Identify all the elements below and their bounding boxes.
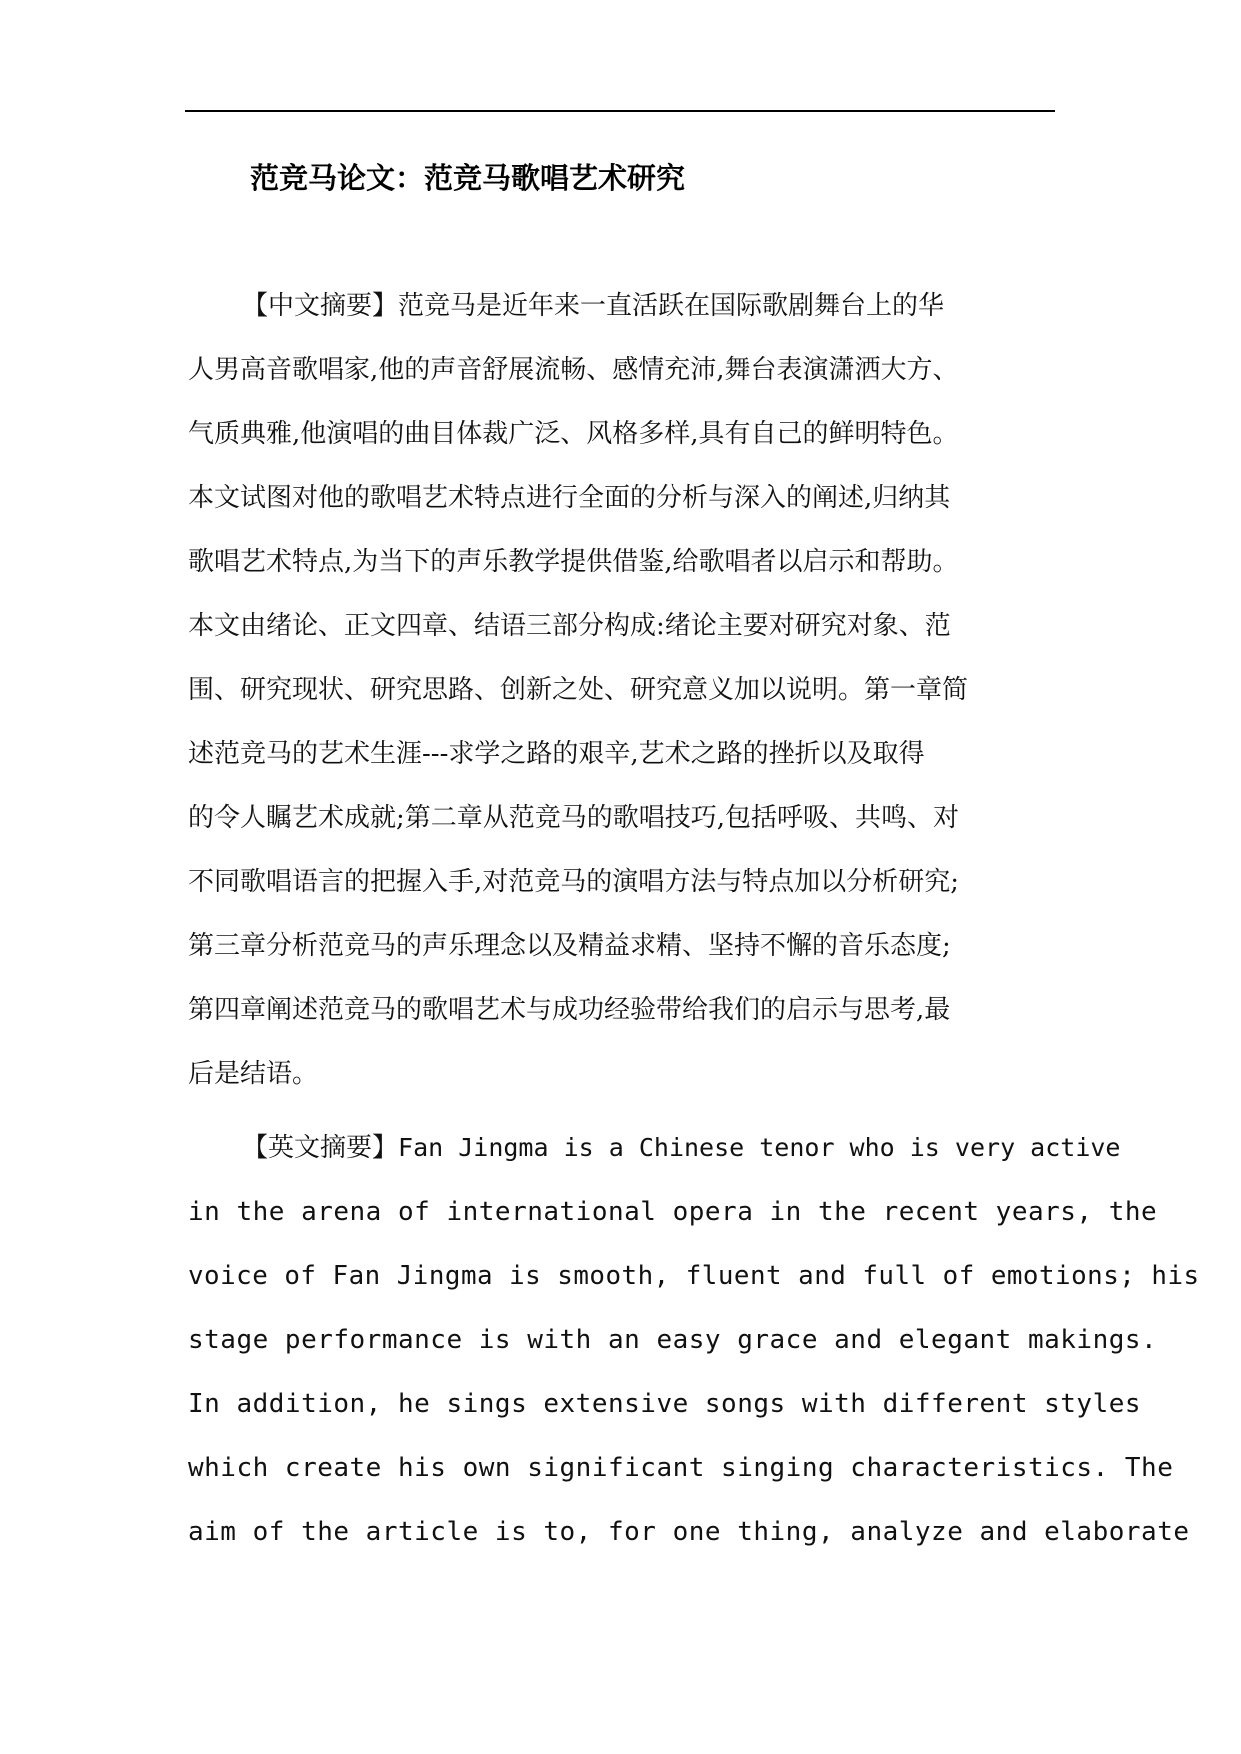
en-abstract-line: voice of Fan Jingma is smooth, fluent and full of emotions; his — [188, 1261, 1200, 1291]
zh-abstract-line: 第三章分析范竞马的声乐理念以及精益求精、坚持不懈的音乐态度; — [188, 931, 951, 961]
en-abstract-line: aim of the article is to, for one thing, analyze and elaborate — [188, 1517, 1190, 1547]
en-abstract-first-line — [242, 1128, 1120, 1168]
zh-abstract-line: 人男高音歌唱家,他的声音舒展流畅、感情充沛,舞台表演潇洒大方、 — [188, 355, 959, 385]
en-abstract-line: which create his own significant singing characteristics. The — [188, 1453, 1174, 1483]
header-rule — [185, 110, 1055, 112]
zh-abstract-line: 述范竞马的艺术生涯---求学之路的艰辛,艺术之路的挫折以及取得 — [188, 739, 925, 769]
zh-abstract-line: 后是结语。 — [188, 1059, 319, 1089]
en-abstract-line: In addition, he sings extensive songs with different styles — [188, 1389, 1142, 1419]
zh-abstract-line: 的令人瞩艺术成就;第二章从范竞马的歌唱技巧,包括呼吸、共鸣、对 — [188, 803, 960, 833]
zh-abstract-line: 不同歌唱语言的把握入手,对范竞马的演唱方法与特点加以分析研究; — [188, 867, 960, 897]
zh-abstract-first-line — [242, 286, 944, 326]
en-abstract-line: Fan Jingma is a Chinese tenor who is very active — [398, 1133, 1121, 1162]
zh-abstract-label: 【中文摘要】 — [242, 291, 399, 321]
zh-abstract-line: 歌唱艺术特点,为当下的声乐教学提供借鉴,给歌唱者以启示和帮助。 — [188, 547, 959, 577]
en-abstract-label: 【英文摘要】 — [242, 1133, 399, 1163]
zh-abstract-line: 本文由绪论、正文四章、结语三部分构成:绪论主要对研究对象、范 — [188, 611, 951, 641]
zh-abstract-line: 本文试图对他的歌唱艺术特点进行全面的分析与深入的阐述,归纳其 — [188, 483, 951, 513]
zh-abstract-line: 第四章阐述范竞马的歌唱艺术与成功经验带给我们的启示与思考,最 — [188, 995, 951, 1025]
en-abstract-line: stage performance is with an easy grace and elegant makings. — [188, 1325, 1158, 1355]
zh-abstract-line: 围、研究现状、研究思路、创新之处、研究意义加以说明。第一章简 — [188, 675, 969, 705]
page-title: 范竞马论文：范竞马歌唱艺术研究 — [250, 161, 686, 195]
zh-abstract-line: 气质典雅,他演唱的曲目体裁广泛、风格多样,具有自己的鲜明特色。 — [188, 419, 959, 449]
en-abstract-line: in the arena of international opera in the recent years, the — [188, 1197, 1158, 1227]
zh-abstract-line: 范竞马是近年来一直活跃在国际歌剧舞台上的华 — [398, 291, 945, 321]
